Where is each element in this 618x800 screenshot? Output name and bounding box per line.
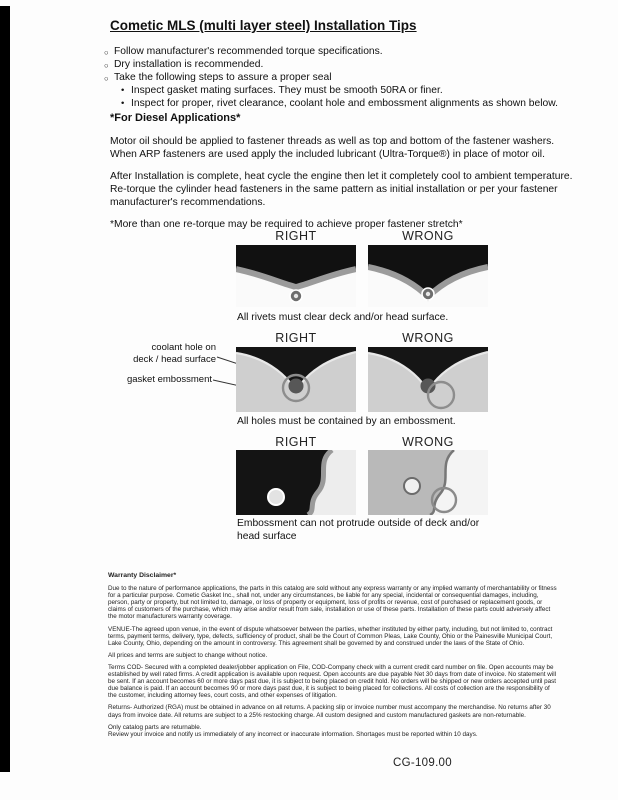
figure-caption-holes: All holes must be contained by an embossment.	[237, 416, 456, 427]
tip-text: Follow manufacturer's recommended torque specifications.	[114, 46, 383, 57]
disclaimer-paragraph: VENUE-The agreed upon venue, in the event of dispute whatsoever between the parties, whether instituted by either party, including, but not limited to, contract terms, payment terms, delivery, type, defects, sufficiency of product, shall be the Court of Common Pleas, Lake County, Ohio or the Painesville Municipal Court, Lake County, Ohio, depending on the amount in controversy. This agreement shall be governed by and construed under the laws of the State of Ohio.	[108, 625, 553, 647]
circle-bullet-icon: ○	[104, 74, 109, 83]
page-code: CG-109.00	[393, 757, 452, 769]
right-label: RIGHT	[275, 331, 317, 345]
diesel-heading: *For Diesel Applications*	[110, 112, 241, 124]
page-title: Cometic MLS (multi layer steel) Installation Tips	[110, 18, 417, 33]
tip-item	[104, 58, 594, 71]
tip-text: Dry installation is recommended.	[114, 59, 264, 70]
dot-bullet-icon: •	[121, 85, 125, 96]
figure-caption-rivets: All rivets must clear deck and/or head surface.	[237, 312, 449, 323]
rivet-right-diagram	[236, 245, 356, 307]
gasket-embossment-callout: gasket embossment	[126, 374, 212, 385]
figures-section	[0, 228, 618, 558]
tip-sub-item	[121, 84, 594, 97]
diesel-applications-section	[110, 112, 582, 240]
tip-text: Take the following steps to assure a proper seal	[114, 72, 332, 83]
disclaimer-paragraph: All prices and terms are subject to change without notice.	[108, 651, 268, 659]
warranty-disclaimer-section	[108, 572, 560, 743]
circle-bullet-icon: ○	[104, 48, 109, 57]
right-label: RIGHT	[275, 435, 317, 449]
disclaimer-paragraph: Terms COD- Secured with a completed dealer/jobber application on File, COD-Company check with a current credit card number on file. Open accounts may be established by well rated firms. A credit application is available upon request. Open accounts are due payable Net 30 days from date of invoice. No statement will be sent. If an account becomes 60 or more days past due, it is subject to being placed on credit hold. No orders will be shipped or new orders accepted until past due balance is paid. If an account becomes 90 or more days past due, it is subject to being placed for collections. All costs of collection are the responsibility of the customer, including attorney fees, court costs, and other expenses of litigation.	[108, 663, 557, 700]
rivet-wrong-diagram	[368, 245, 488, 307]
disclaimer-paragraph: Only catalog parts are returnable.	[108, 723, 202, 731]
installation-tips-list	[104, 45, 594, 110]
wrong-label: WRONG	[402, 229, 454, 243]
embossment-right-diagram	[236, 450, 356, 515]
diesel-paragraph-1: Motor oil should be applied to fastener threads as well as top and bottom of the fastener washers. When ARP fasteners are used apply the included lubricant (Ultra-Torque®) in place of motor oil.	[110, 136, 555, 160]
disclaimer-paragraph: Review your invoice and notify us immediately of any incorrect or inaccurate information. Shortages must be reported within 10 days.	[108, 730, 478, 738]
tip-item	[104, 45, 594, 58]
circle-bullet-icon: ○	[104, 61, 109, 70]
tip-text: Inspect gasket mating surfaces. They must be smooth 50RA or finer.	[131, 85, 443, 96]
diesel-paragraph-3: *More than one re-torque may be required to achieve proper fastener stretch*	[110, 219, 463, 230]
embossment-wrong-diagram	[368, 450, 488, 515]
dot-bullet-icon: •	[121, 98, 125, 109]
disclaimer-paragraph: Due to the nature of performance applications, the parts in this catalog are sold without any express warranty or any implied warranty of merchantability or fitness for a particular purpose. Cometic Gasket Inc., shall not, under any circumstances, be liable for any special, incidental or consequential damages, including, person, party or property, but not limited to, damage, or loss of property or equipment, loss of profits or revenue, cost of purchased or replacement goods, or claims of customers of the purchase, which may arise and/or result from sale, installation or use of these parts. Installation of these parts could adversely affect the motor manufacturers warranty coverage.	[108, 585, 557, 621]
wrong-label: WRONG	[402, 331, 454, 345]
disclaimer-heading: Warranty Disclaimer*	[108, 572, 177, 579]
wrong-label: WRONG	[402, 435, 454, 449]
disclaimer-paragraph: Returns- Authorized (RGA) must be obtained in advance on all returns. A packing slip or invoice number must accompany the merchandise. No returns after 30 days from invoice date. All returns are subject to a 25% restocking charge. All custom designed and custom manufactured gaskets are non-returnable.	[108, 704, 551, 719]
tip-sub-item	[121, 97, 594, 110]
coolant-hole-callout: coolant hole on deck / head surface	[133, 342, 216, 365]
coolant-hole-right-diagram	[236, 347, 356, 412]
right-label: RIGHT	[275, 229, 317, 243]
tip-text: Inspect for proper, rivet clearance, coolant hole and embossment alignments as shown below.	[131, 98, 558, 109]
diesel-paragraph-2: After Installation is complete, heat cycle the engine then let it completely cool to ambient temperature. Re-torque the cylinder head fasteners in the same pattern as initial installation or per your fastener manufacturer's recommendations.	[110, 171, 573, 208]
figure-caption-embossment: Embossment can not protrude outside of deck and/or head surface	[237, 518, 480, 542]
coolant-hole-wrong-diagram	[368, 347, 488, 412]
tip-item	[104, 71, 594, 84]
